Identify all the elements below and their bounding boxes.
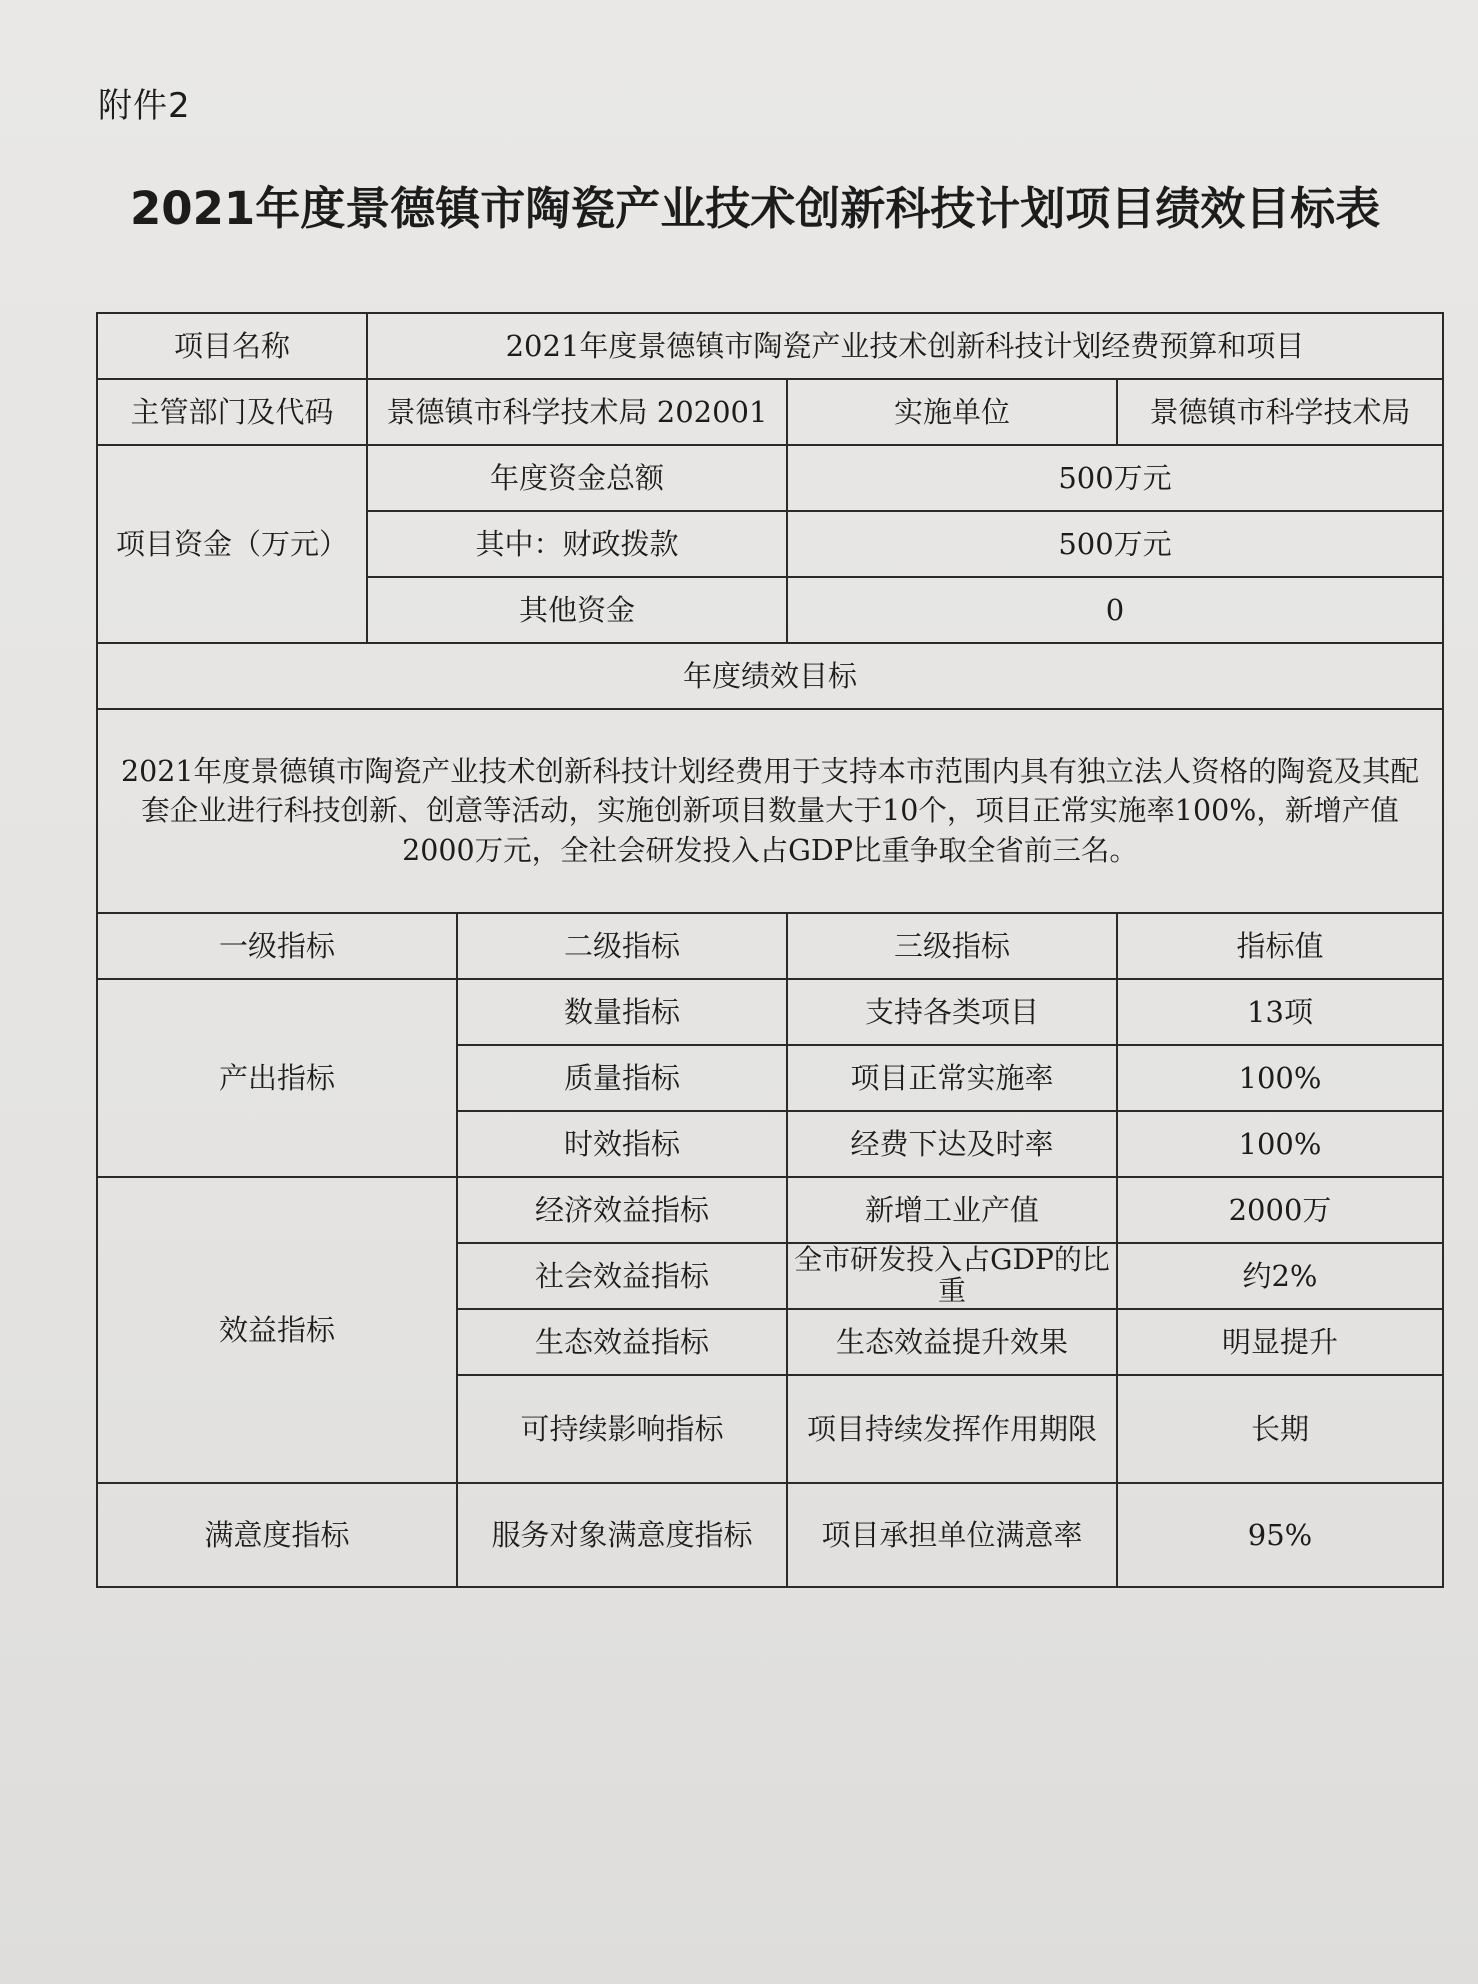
level3-indicator: 经费下达及时率 [787,1111,1117,1177]
level2-indicator: 服务对象满意度指标 [457,1483,787,1587]
level3-indicator: 全市研发投入占GDP的比重 [787,1243,1117,1309]
document-title: 2021年度景德镇市陶瓷产业技术创新科技计划项目绩效目标表 [130,182,1381,235]
annual-total-label: 年度资金总额 [367,445,787,511]
table-row [97,709,1443,913]
fiscal-allocation-value: 500万元 [787,511,1443,577]
indicator-value: 明显提升 [1117,1309,1443,1375]
level2-indicator: 经济效益指标 [457,1177,787,1243]
level1-benefit-indicator: 效益指标 [97,1177,457,1483]
level2-indicator: 生态效益指标 [457,1309,787,1375]
level2-indicator: 可持续影响指标 [457,1375,787,1483]
table-row [97,1177,1443,1243]
table-header-row [97,913,1443,979]
attachment-label: 附件2 [98,86,191,126]
department-value: 景德镇市科学技术局 202001 [367,379,787,445]
level2-indicator: 质量指标 [457,1045,787,1111]
indicator-value: 100% [1117,1045,1443,1111]
indicator-value: 95% [1117,1483,1443,1587]
level3-indicator: 支持各类项目 [787,979,1117,1045]
level2-indicator: 时效指标 [457,1111,787,1177]
other-funds-value: 0 [787,577,1443,643]
table-row [97,313,1443,379]
table-row [97,979,1443,1045]
fiscal-allocation-label: 其中：财政拨款 [367,511,787,577]
indicator-value: 13项 [1117,979,1443,1045]
project-name-value: 2021年度景德镇市陶瓷产业技术创新科技计划经费预算和项目 [367,313,1443,379]
level3-indicator: 项目持续发挥作用期限 [787,1375,1117,1483]
level2-indicator: 数量指标 [457,979,787,1045]
annual-goal-heading: 年度绩效目标 [97,643,1443,709]
column-header: 一级指标 [97,913,457,979]
indicator-value: 2000万 [1117,1177,1443,1243]
level3-indicator: 项目承担单位满意率 [787,1483,1117,1587]
project-funds-label: 项目资金（万元） [97,445,367,643]
column-header: 三级指标 [787,913,1117,979]
column-header: 指标值 [1117,913,1443,979]
project-name-label: 项目名称 [97,313,367,379]
indicator-value: 约2% [1117,1243,1443,1309]
table-row [97,1483,1443,1587]
table-row [97,643,1443,709]
department-label: 主管部门及代码 [97,379,367,445]
other-funds-label: 其他资金 [367,577,787,643]
performance-target-table [96,312,1444,1588]
level3-indicator: 项目正常实施率 [787,1045,1117,1111]
level1-satisfaction-indicator: 满意度指标 [97,1483,457,1587]
table-row [97,445,1443,511]
level3-indicator: 新增工业产值 [787,1177,1117,1243]
implementing-unit-value: 景德镇市科学技术局 [1117,379,1443,445]
indicator-value: 100% [1117,1111,1443,1177]
table-row [97,379,1443,445]
level1-output-indicator: 产出指标 [97,979,457,1177]
implementing-unit-label: 实施单位 [787,379,1117,445]
annual-total-value: 500万元 [787,445,1443,511]
level2-indicator: 社会效益指标 [457,1243,787,1309]
annual-goal-text: 2021年度景德镇市陶瓷产业技术创新科技计划经费用于支持本市范围内具有独立法人资格的陶瓷及其配套企业进行科技创新、创意等活动，实施创新项目数量大于10个，项目正常实施率100%，新增产值2000万元，全社会研发投入占GDP比重争取全省前三名。 [97,709,1443,913]
column-header: 二级指标 [457,913,787,979]
indicator-value: 长期 [1117,1375,1443,1483]
level3-indicator: 生态效益提升效果 [787,1309,1117,1375]
